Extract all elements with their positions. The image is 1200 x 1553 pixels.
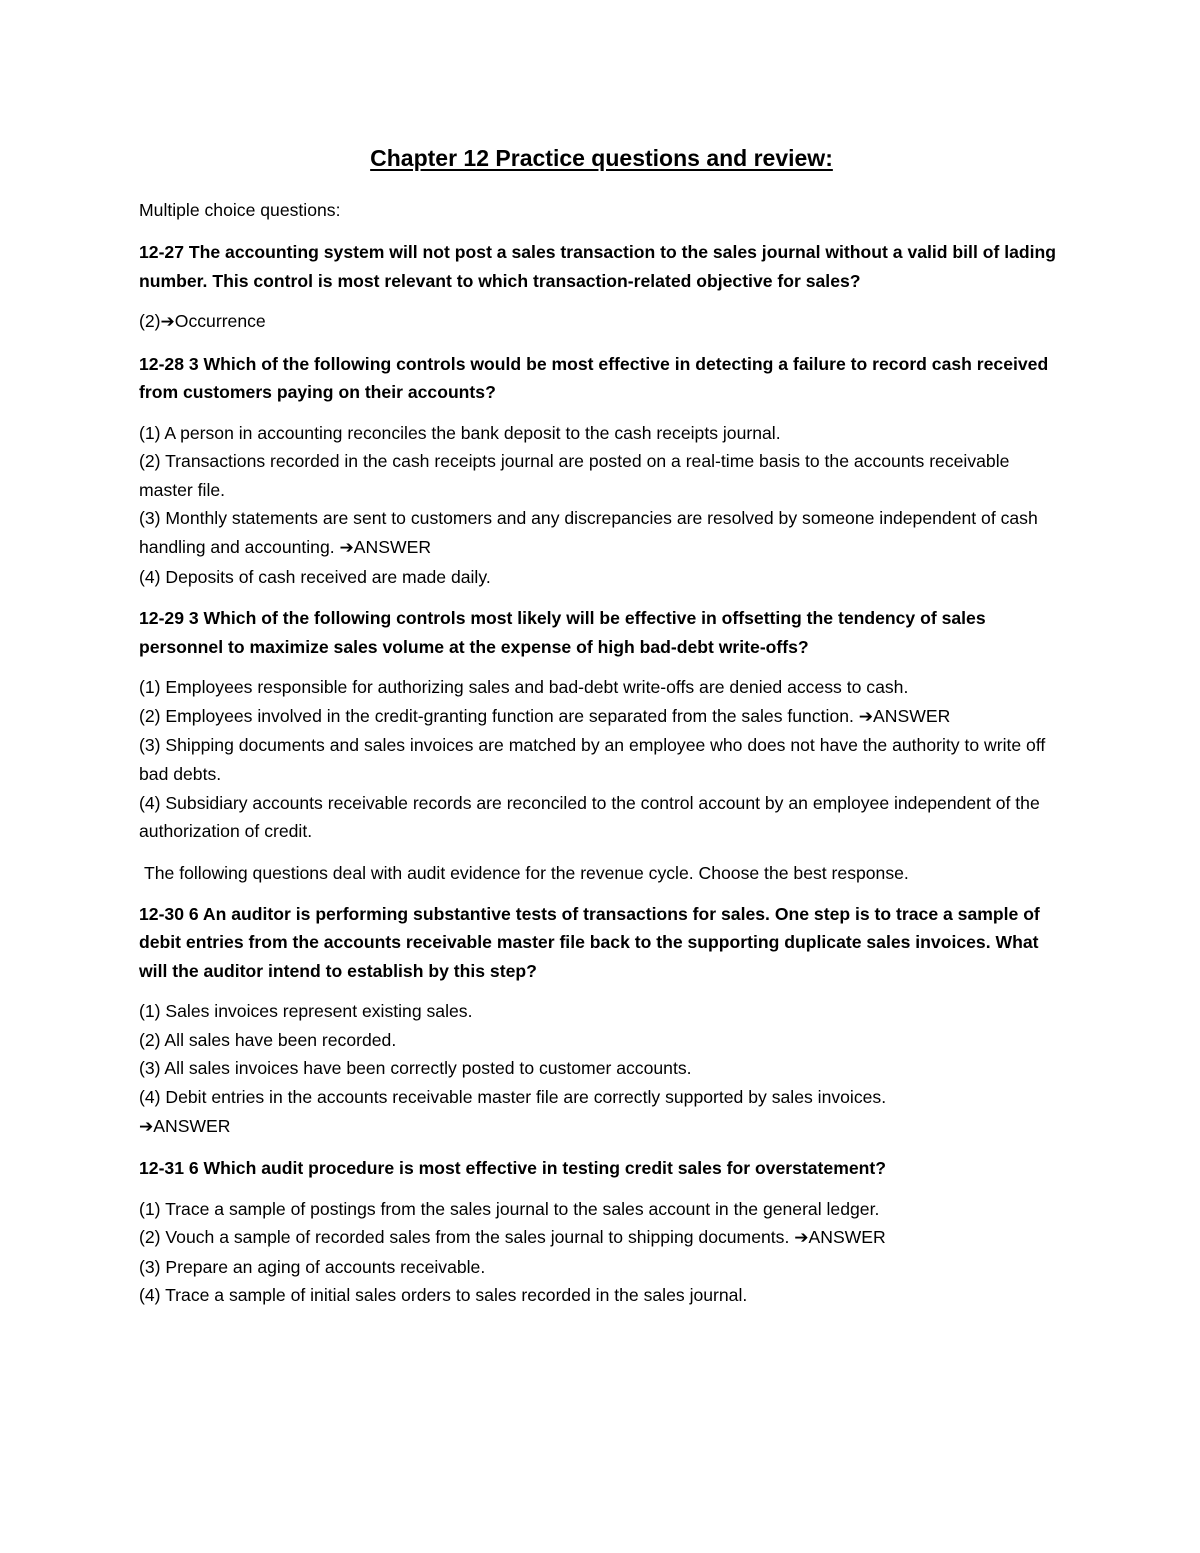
option xyxy=(139,447,1064,504)
answer-marker: ANSWER xyxy=(873,705,951,726)
option-number: (2) xyxy=(139,1029,161,1050)
option xyxy=(139,1281,1064,1310)
option-number: (4) xyxy=(139,1087,161,1107)
option xyxy=(139,673,1064,702)
question-12-29: 12-29 3 Which of the following controls most likely will be effective in offsetting the tendency of sales personnel to maximize sales volume at the expense of high bad-debt write-offs? xyxy=(139,608,986,657)
option-number: (2) xyxy=(139,451,161,472)
arrow-icon: ➔ xyxy=(858,706,874,727)
option-number: (1) xyxy=(139,677,161,698)
option-number: (1) xyxy=(139,1001,161,1022)
option-number: (2) xyxy=(139,1227,161,1248)
option xyxy=(139,1195,1064,1224)
option-number: (1) xyxy=(139,422,161,443)
answer-number: (2) xyxy=(139,311,161,331)
arrow-icon: ➔ xyxy=(139,1116,154,1137)
option xyxy=(139,1054,1064,1083)
option xyxy=(139,731,1064,788)
option xyxy=(139,1083,1064,1141)
option-text: Trace a sample of initial sales orders to sales recorded in the sales journal. xyxy=(160,1285,748,1306)
answer-marker: ANSWER xyxy=(808,1227,886,1248)
option-text: Monthly statements are sent to customers and any discrepancies are resolved by someone independent of cash handling and accounting. xyxy=(139,508,1038,557)
option xyxy=(139,789,1064,846)
document-page xyxy=(139,140,1064,1323)
option-number: (3) xyxy=(139,735,161,756)
arrow-icon: ➔ xyxy=(160,312,175,332)
answer-12-27 xyxy=(139,307,1064,337)
option xyxy=(139,419,1064,448)
option xyxy=(139,997,1064,1026)
section-note: The following questions deal with audit evidence for the revenue cycle. Choose the best response. xyxy=(144,862,909,883)
option-number: (3) xyxy=(139,1256,161,1277)
option-number: (4) xyxy=(139,566,161,587)
option-text: Deposits of cash received are made daily. xyxy=(160,566,491,587)
option-text: Vouch a sample of recorded sales from the sales journal to shipping documents. xyxy=(160,1227,795,1248)
option-number: (4) xyxy=(139,1285,161,1306)
options-12-30 xyxy=(139,997,1064,1141)
option-text: All sales invoices have been correctly posted to customer accounts. xyxy=(160,1058,692,1079)
option xyxy=(139,504,1064,562)
options-12-31 xyxy=(139,1195,1064,1310)
option-number: (2) xyxy=(139,705,161,726)
option xyxy=(139,1253,1064,1282)
option-text: All sales have been recorded. xyxy=(160,1029,397,1050)
section-heading: Multiple choice questions: xyxy=(139,200,341,220)
question-12-27: 12-27 The accounting system will not post a sales transaction to the sales journal without a valid bill of lading number. This control is most relevant to which transaction-related objective for sales? xyxy=(139,242,1057,291)
question-12-28: 12-28 3 Which of the following controls would be most effective in detecting a failure to record cash received from customers paying on their accounts? xyxy=(139,353,1049,403)
arrow-icon: ➔ xyxy=(794,1228,809,1249)
options-12-29 xyxy=(139,673,1064,846)
option xyxy=(139,1026,1064,1055)
answer-marker: ANSWER xyxy=(353,536,432,557)
option-number: (1) xyxy=(139,1198,161,1219)
option-number: (4) xyxy=(139,792,161,813)
option xyxy=(139,563,1064,592)
question-12-30: 12-30 6 An auditor is performing substantive tests of transactions for sales. One step is to trace a sample of debit entries from the accounts receivable master file back to the supporting duplicate sales invoices. What will the auditor intend to establish by this step? xyxy=(139,903,1040,981)
option-text: Employees involved in the credit-granting function are separated from the sales function. xyxy=(160,705,859,726)
answer-marker: ANSWER xyxy=(153,1115,231,1136)
question-12-31: 12-31 6 Which audit procedure is most effective in testing credit sales for overstatement? xyxy=(139,1158,886,1179)
option-number: (3) xyxy=(139,1058,161,1079)
option-number: (3) xyxy=(139,508,161,529)
option xyxy=(139,1223,1064,1253)
arrow-icon: ➔ xyxy=(339,537,354,558)
option-text: Debit entries in the accounts receivable master file are correctly supported by sales invoices. xyxy=(160,1087,887,1107)
option-text: Employees responsible for authorizing sales and bad-debt write-offs are denied access to cash. xyxy=(160,677,909,698)
answer-text: Occurrence xyxy=(174,311,266,331)
option-text: Transactions recorded in the cash receipts journal are posted on a real-time basis to the accounts receivable master file. xyxy=(139,451,1010,500)
page-title: Chapter 12 Practice questions and review: xyxy=(370,145,833,171)
option-text: Shipping documents and sales invoices are matched by an employee who does not have the authority to write off bad debts. xyxy=(139,735,1046,784)
option-text: Prepare an aging of accounts receivable. xyxy=(160,1256,486,1277)
option-text: Trace a sample of postings from the sales journal to the sales account in the general ledger. xyxy=(160,1198,880,1219)
options-12-28 xyxy=(139,419,1064,592)
option xyxy=(139,702,1064,732)
option-text: A person in accounting reconciles the bank deposit to the cash receipts journal. xyxy=(160,422,781,443)
option-text: Sales invoices represent existing sales. xyxy=(160,1001,473,1022)
option-text: Subsidiary accounts receivable records are reconciled to the control account by an employee independent of the authorization of credit. xyxy=(139,792,1040,842)
